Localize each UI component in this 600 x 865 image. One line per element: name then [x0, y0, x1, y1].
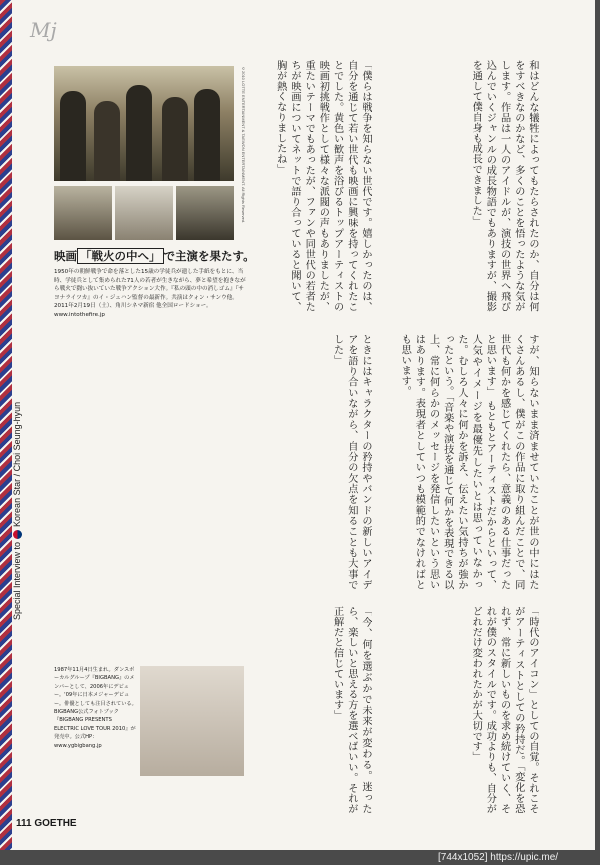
side-label-post: Korean Star / Choi Seung-hyun — [12, 401, 22, 527]
profile-text: 1987年11月4日生まれ。ダンスボーカルグループ『BIGBANG』のメンバーとして、2006年にデビュー。'09年に日本メジャーデビュー。俳優としても注目されている。BIGBANG公式フォトブック『BIGBANG PRESENTS ELECTRIC LOVE TOUR 2010』が発売中。公式HP：www.ygbigbang.jp — [54, 667, 137, 749]
movie-still-2 — [115, 186, 173, 240]
movie-stills-strip — [54, 186, 234, 240]
profile-photo — [140, 666, 244, 776]
movie-title — [54, 248, 255, 264]
movie-still-1 — [54, 186, 112, 240]
article-column-5: 「時代のアイコン」としての自覚。それこそがアーティストとしての矜持だ。「変化を恐れず、常に新しいものを求め続けていく、それが僕のスタイルです。成功よりも、自分がどれだけ変われたかが大切です」 — [470, 606, 538, 814]
movie-still-3 — [176, 186, 234, 240]
side-label-pre: Special Interview to — [12, 541, 22, 620]
movie-title-suffix: で主演を果たす。 — [163, 249, 255, 263]
movie-still-main — [54, 66, 234, 181]
article-column-1: 和はどんな犠牲によってもたらされたのか、自分は何をすべきなのかなど、多くのことを悟ったような気がします。作品は一人のアイドルが、演技の世界へ飛び込んでいくジャンルの成長物語でもありますが、撮影を通して僕自身も成長できました」 — [470, 60, 538, 312]
spine-stripe — [0, 0, 12, 850]
article-column-2: 「僕らは戦争を知らない世代です。嬉しかったのは、自分を通じて若い世代も映画に興味を持ってくれたことでした。黄色い歓声を浴びるトップアーティストの映画初挑戦作として様々な派閥の声もありましたが、重たいテーマでもあったが、ファンや同世代の若者たちが映画についてネットで語り合っていると聞いて、胸が熱くなりましたね」 — [274, 60, 371, 312]
movie-title-name: 「戦火の中へ」 — [77, 248, 164, 264]
article-column-6: 「今、何を選ぶかで未来が変わる。迷ったら、楽しいと思える方を選べばいい。それが正解だと信じています」 — [331, 606, 371, 814]
side-label — [12, 402, 22, 620]
korea-flag-icon — [13, 530, 22, 539]
watermark-logo: Mj — [30, 18, 57, 42]
movie-description: 1950年の朝鮮戦争で命を落とした15歳の学徒兵が遺した手紙をもとに、当時、学徒兵として集められた71人の若者が生きながら、夢と希望を抱きながら戦火で闘い抜いていた戦争アクション大作。『私の頭の中の消しゴム』『サヨナライツカ』のイ・ジェハン監督の最新作。共演はクォン・サンウ他。2011年2月19日（土）、角川シネマ新宿 他全国ロードショー。 www.intothefire.jp — [54, 269, 246, 318]
article-column-4: ときにはキャラクターの矜持やバンドの新しいアイデアを語り合いながら、自分の欠点を知ることも大事でした」 — [331, 334, 371, 590]
page-folio: 111 GOETHE — [16, 818, 77, 829]
movie-title-prefix: 映画 — [54, 249, 77, 263]
photo-credit: ©2010 LOTTE ENTERTAINMENT & TAEWON ENTERTAINMENT. All Rights Reserved. — [241, 66, 246, 224]
footer-stamp[interactable]: [744x1052] https://upic.me/ — [438, 852, 559, 863]
article-column-3: すが、知らないまま済ませていたことが世の中にはたくさんあるし、僕がこの作品に取り組んだことで、同世代も何かを感じてくれたら、意義のある仕事だったと思います」 もともとアーティストだからといって、人気やイメージを最優先したいとは思っていなかった。むしろ人々に何かを訴え、伝えたい気持ちが強かったという。「音楽や演技を通じて何かを表現できる以上、常に何らかのメッセージを発信したいという思いはあります。表現者としていつも模範的でなければとも思います。 — [399, 334, 538, 590]
